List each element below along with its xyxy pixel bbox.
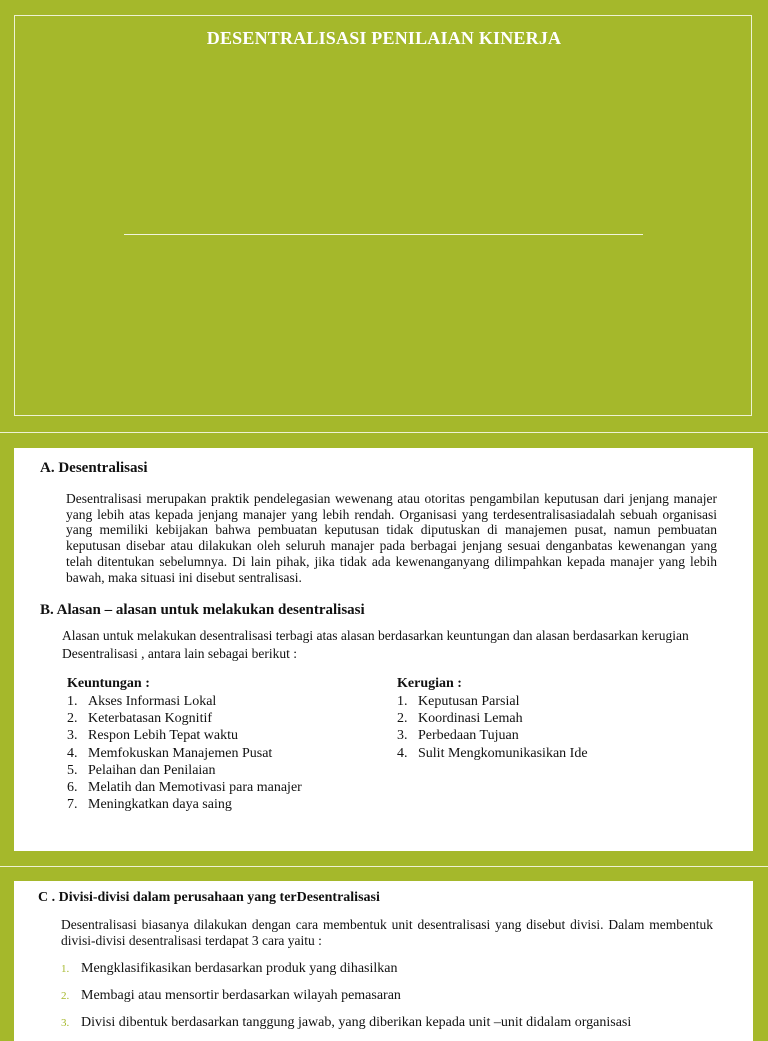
content-page-3 [14, 881, 753, 1041]
list-text: Perbedaan Tujuan [418, 728, 519, 744]
slide-border [14, 15, 752, 416]
list-item [67, 727, 302, 744]
section-a-heading: A. Desentralisasi [40, 460, 148, 476]
keuntungan-heading: Keuntungan : [67, 676, 150, 691]
division-method-list [61, 960, 631, 1041]
keuntungan-list [67, 693, 302, 813]
list-item [397, 693, 588, 710]
list-text: Koordinasi Lemah [418, 711, 523, 727]
list-number: 4. [397, 745, 408, 761]
section-b-paragraph: Alasan untuk melakukan desentralisasi terbagi atas alasan berdasarkan keuntungan dan alasan berdasarkan kerugian Desentralisasi , antara lain sebagai berikut : [62, 628, 689, 661]
list-item [61, 960, 631, 987]
slide-title: DESENTRALISASI PENILAIAN KINERJA [206, 28, 562, 48]
list-text: Divisi dibentuk berdasarkan tanggung jawab, yang diberikan kepada unit –unit didalam organisasi [81, 1015, 632, 1030]
list-number: 3. [397, 728, 408, 744]
list-item [67, 779, 302, 796]
section-c-paragraph: Desentralisasi biasanya dilakukan dengan cara membentuk unit desentralisasi yang disebut divisi. Dalam membentuk divisi-divisi desentralisasi terdapat 3 cara yaitu : [61, 917, 713, 948]
section-c-heading: C . Divisi-divisi dalam perusahaan yang terDesentralisasi [38, 890, 380, 905]
list-item [67, 745, 302, 762]
list-number: 1. [67, 694, 78, 709]
list-item [61, 987, 631, 1014]
list-text: Sulit Mengkomunikasikan Ide [418, 745, 588, 761]
list-number: 2. [397, 711, 408, 727]
title-divider [124, 234, 643, 235]
list-text: Keterbatasan Kognitif [88, 711, 213, 727]
list-item [61, 1014, 631, 1041]
list-number: 3. [61, 1017, 70, 1029]
slide-separator [0, 432, 768, 433]
list-text: Mengklasifikasikan berdasarkan produk yang dihasilkan [81, 961, 398, 976]
list-text: Respon Lebih Tepat waktu [88, 728, 239, 744]
content-page-2 [14, 448, 753, 851]
list-item [397, 727, 588, 744]
list-number: 7. [67, 797, 78, 813]
list-number: 5. [67, 762, 78, 778]
title-slide [0, 0, 768, 432]
list-number: 2. [67, 711, 78, 727]
list-text: Memfokuskan Manajemen Pusat [88, 745, 273, 761]
list-number: 1. [61, 963, 70, 975]
section-a-paragraph: Desentralisasi merupakan praktik pendelegasian wewenang atau otoritas pengambilan keputusan dari jenjang manajer yang lebih atas kepada jenjang manajer yang lebih rendah. Organisasi yang terdesentralisasiadalah sebuah organisasi yang memiliki kebijakan bahwa pembuatan keputusan tidak diputuskan di manajemen pusat, namun pembuatan keputusan disebar atau dilakukan oleh seluruh manajer pada berbagai jenjang sesuai denganbatas kewenangan yang telah ditentukan sebelumnya. Di lain pihak, jika tidak ada kewenanganyang dilimpahkan kepada manajer yang lebih bawah, maka situasi ini disebut sentralisasi. [66, 491, 717, 585]
list-item [397, 745, 588, 762]
list-text: Melatih dan Memotivasi para manajer [88, 779, 302, 795]
list-item [67, 762, 302, 779]
list-item [397, 710, 588, 727]
list-text: Membagi atau mensortir berdasarkan wilayah pemasaran [81, 988, 401, 1003]
list-number: 2. [61, 990, 70, 1002]
list-item [67, 796, 302, 813]
list-number: 6. [67, 779, 78, 795]
list-number: 4. [67, 745, 78, 761]
list-text: Meningkatkan daya saing [88, 797, 232, 813]
list-item [67, 693, 302, 710]
kerugian-list [397, 693, 588, 762]
list-text: Keputusan Parsial [418, 694, 520, 709]
list-text: Pelaihan dan Penilaian [88, 762, 216, 778]
section-b-heading: B. Alasan – alasan untuk melakukan desentralisasi [40, 602, 365, 618]
list-text: Akses Informasi Lokal [88, 694, 217, 709]
slide-separator [0, 866, 768, 867]
kerugian-heading: Kerugian : [397, 676, 462, 691]
list-item [67, 710, 302, 727]
list-number: 1. [397, 694, 408, 709]
list-number: 3. [67, 728, 78, 744]
